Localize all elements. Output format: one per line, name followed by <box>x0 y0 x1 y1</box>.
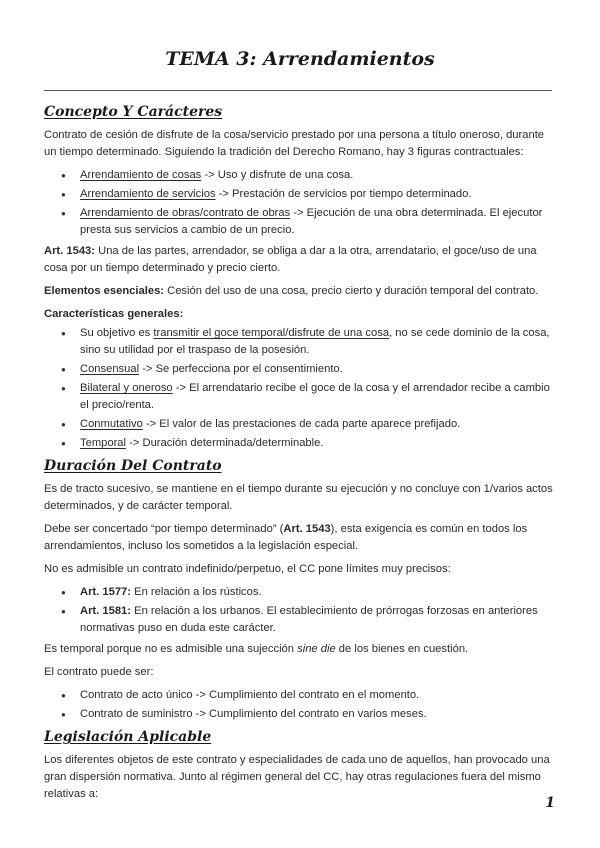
contract-types-list <box>44 687 556 723</box>
list-item <box>44 380 556 414</box>
characteristic-desc: , no se cede dominio de la cosa, sino su utilidad por el traspaso de la posesión. <box>80 327 550 356</box>
list-item <box>44 603 556 637</box>
duracion-paragraph-1: Es de tracto sucesivo, se mantiene en el tiempo durante su ejecución y no concluye con 1/varios actos determinados, y de carácter temporal. <box>44 483 553 512</box>
characteristic-term: transmitir el goce temporal/disfrute de una cosa <box>153 327 390 339</box>
art-1543-paragraph <box>44 243 556 277</box>
elements-paragraph <box>44 283 556 300</box>
page-number: 1 <box>545 795 555 811</box>
article-text: En relación a los rústicos. <box>131 586 262 598</box>
text-span: Debe ser concertado “por tiempo determinado” ( <box>44 523 284 535</box>
figure-term: Arrendamiento de obras/contrato de obras <box>80 207 291 219</box>
art-1543-text: Una de las partes, arrendador, se obliga a dar a la otra, arrendatario, el goce/uso de una cosa por un tiempo determinado y precio cierto. <box>44 245 537 274</box>
section-heading-legislacion: Legislación Aplicable <box>44 729 212 745</box>
art-1543-label: Art. 1543: <box>44 245 95 257</box>
list-item <box>44 167 556 184</box>
list-item <box>44 186 556 203</box>
limits-list <box>44 584 556 637</box>
list-item: ● Contrato de suministro -> Cumplimiento del contrato en varios meses. <box>44 706 556 723</box>
article-label: Art. 1581: <box>80 605 131 617</box>
list-item <box>44 584 556 601</box>
characteristic-desc: -> Duración determinada/determinable. <box>126 437 324 449</box>
elements-label: Elementos esenciales: <box>44 285 165 297</box>
text-span: Es temporal porque no es admisible una sujección <box>44 643 298 655</box>
section-heading-concepto: Concepto Y Carácteres <box>44 104 223 120</box>
list-item <box>44 205 556 239</box>
list-item <box>44 435 556 452</box>
characteristic-term: Temporal <box>80 437 127 449</box>
figure-desc: -> Uso y disfrute de una cosa. <box>201 169 354 181</box>
characteristics-list <box>44 325 556 452</box>
legislacion-paragraph-1: Los diferentes objetos de este contrato y especialidades de cada uno de aquellos, han provocado una gran dispersión normativa. Junto al régimen general del CC, hay otras regulaciones fuera del mismo relativas a: <box>44 754 550 800</box>
document-body <box>44 102 556 809</box>
characteristics-heading <box>44 306 556 323</box>
article-reference: Art. 1543 <box>283 523 331 535</box>
characteristic-desc: -> El valor de las prestaciones de cada parte aparece prefijado. <box>142 418 461 430</box>
characteristic-term: Consensual <box>80 363 140 375</box>
characteristic-term: Conmutativo <box>80 418 143 430</box>
list-item <box>44 361 556 378</box>
concepto-intro: Contrato de cesión de disfrute de la cosa/servicio prestado por una persona a título oneroso, durante un tiempo determinado. Siguiendo la tradición del Derecho Romano, hay 3 figuras contractuales: <box>44 129 545 158</box>
title-divider <box>44 90 552 91</box>
characteristics-label: Características generales: <box>44 308 184 320</box>
figure-desc: -> Prestación de servicios por tiempo determinado. <box>215 188 472 200</box>
document-title: TEMA 3: Arrendamientos <box>165 48 435 70</box>
figures-list <box>44 167 556 239</box>
figure-term: Arrendamiento de servicios <box>80 188 216 200</box>
characteristic-term: Bilateral y oneroso <box>80 382 173 394</box>
figure-term: Arrendamiento de cosas <box>80 169 202 181</box>
duracion-paragraph-4 <box>44 641 556 658</box>
figure-desc: -> Ejecución de una obra determinada. El ejecutor presta sus servicios a cambio de un precio. <box>80 207 543 236</box>
list-item <box>44 416 556 433</box>
list-item: ● Contrato de acto único -> Cumplimiento del contrato en el momento. <box>44 687 556 704</box>
list-item <box>44 325 556 359</box>
duracion-paragraph-2 <box>44 521 556 555</box>
article-text: En relación a los urbanos. El establecimiento de prórrogas forzosas en anteriores normativas puso en duda este carácter. <box>80 605 538 634</box>
text-span: ), esta exigencia es común en todos los arrendamientos, incluso los sometidos a la legislación especial. <box>44 523 528 552</box>
text-span: de los bienes en cuestión. <box>335 643 469 655</box>
characteristic-desc: -> El arrendatario recibe el goce de la cosa y el arrendador recibe a cambio el precio/renta. <box>80 382 550 411</box>
duracion-paragraph-5: El contrato puede ser: <box>44 666 154 678</box>
elements-text: Cesión del uso de una cosa, precio cierto y duración temporal del contrato. <box>164 285 539 297</box>
section-heading-duracion: Duración Del Contrato <box>44 458 222 474</box>
duracion-paragraph-3: No es admisible un contrato indefinido/perpetuo, el CC pone límites muy precisos: <box>44 563 451 575</box>
characteristic-prefix: Su objetivo es <box>80 327 154 339</box>
italic-term: sine die <box>297 643 336 655</box>
characteristic-desc: -> Se perfecciona por el consentimiento. <box>139 363 343 375</box>
article-label: Art. 1577: <box>80 586 131 598</box>
